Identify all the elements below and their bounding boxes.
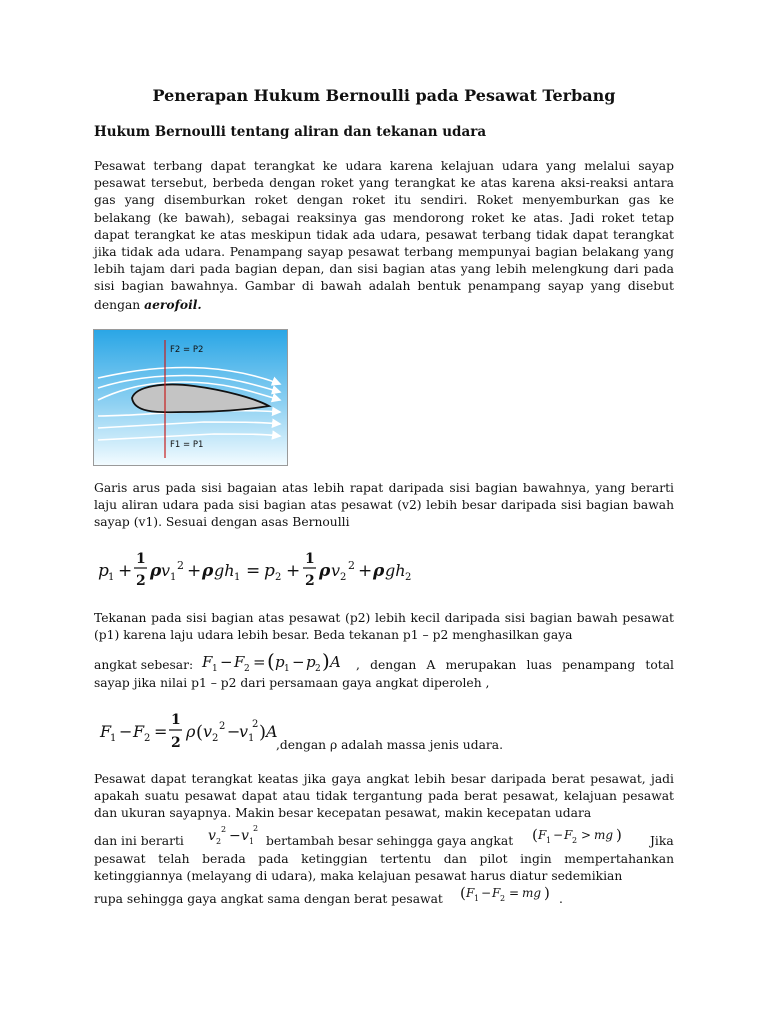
paragraph-pressure: Tekanan pada sisi bagian atas pesawat (p2) lebih kecil daripada sisi bagian bawah pesawat (p1) karena laju udara lebih besar. Beda tekanan p1 – p2 menghasilkan gaya xyxy=(94,611,674,643)
svg-text:F: F xyxy=(538,828,547,842)
inline-equation-equal xyxy=(460,882,560,906)
svg-text:1: 1 xyxy=(249,837,255,846)
svg-text:p: p xyxy=(98,561,109,581)
paragraph-intro xyxy=(94,158,674,314)
svg-text:2: 2 xyxy=(244,664,250,674)
svg-text:=: = xyxy=(509,886,520,900)
label-f2-p2: F2 = P2 xyxy=(170,345,204,355)
svg-text:=: = xyxy=(154,722,168,741)
svg-text:v: v xyxy=(161,561,171,580)
svg-text:(: ( xyxy=(267,649,275,673)
inline-equation-velocity xyxy=(206,822,268,848)
section-heading: Hukum Bernoulli tentang aliran dan tekanan udara xyxy=(94,124,487,140)
svg-text:v: v xyxy=(241,828,249,844)
inline-lift-suffix: , dengan A merupakan luas penampang total xyxy=(356,658,674,672)
svg-text:1: 1 xyxy=(108,572,115,583)
svg-text:−: − xyxy=(292,653,305,671)
svg-text:p: p xyxy=(306,653,316,671)
svg-text:ρ: ρ xyxy=(373,561,385,581)
svg-text:ρ: ρ xyxy=(202,561,214,581)
svg-text:−: − xyxy=(220,653,233,671)
svg-text:+: + xyxy=(286,561,301,581)
svg-text:2: 2 xyxy=(171,735,181,751)
svg-text:): ) xyxy=(259,722,267,743)
svg-text:A: A xyxy=(330,653,341,671)
svg-text:F: F xyxy=(492,886,501,900)
svg-text:1: 1 xyxy=(234,572,241,583)
svg-text:2: 2 xyxy=(340,572,347,583)
paragraph-intro-text: Pesawat terbang dapat terangkat ke udara karena kelajuan udara yang melalui sayap pesawat tersebut, berbeda dengan roket yang terangkat ke atas karena aksi-reaksi antara gas yang disemburkan roket dengan roket itu sendiri. Roket menyemburkan gas ke belakang (ke bawah), sebagai reaksinya gas mendorong roket ke atas. Jadi roket tetap dapat terangkat ke atas meskipun tidak ada udara, pesawat terbang tidak dapat terangkat jika tidak ada udara. Penampang sayap pesawat terbang mempunyai bagian belakang yang lebih tajam dari pada bagian depan, dan sisi bagian atas yang lebih melengkung dari pada sisi bagian bawahnya. Gambar di bawah adalah bentuk penampang sayap yang disebut dengan xyxy=(94,159,674,312)
svg-text:=: = xyxy=(246,561,261,581)
svg-text:F: F xyxy=(234,653,245,671)
svg-text:2: 2 xyxy=(405,572,412,583)
svg-text:2: 2 xyxy=(305,573,315,589)
svg-text:>: > xyxy=(581,828,592,842)
svg-text:): ) xyxy=(544,884,550,902)
document-title: Penerapan Hukum Bernoulli pada Pesawat Terbang xyxy=(152,86,616,105)
inline-equation-lift xyxy=(200,645,360,675)
svg-text:F: F xyxy=(100,722,112,741)
conclusion-line-b: bertambah besar sehingga gaya angkat xyxy=(266,834,514,848)
svg-text:v: v xyxy=(203,722,213,741)
svg-text:1: 1 xyxy=(110,733,117,744)
svg-text:1: 1 xyxy=(170,572,177,583)
svg-text:2: 2 xyxy=(216,837,222,846)
svg-text:2: 2 xyxy=(136,573,146,589)
conclusion-line-a: dan ini berarti xyxy=(94,834,184,848)
svg-text:1: 1 xyxy=(171,712,181,728)
paragraph-conclusion-cont: pesawat telah berada pada ketinggian tertentu dan pilot ingin mempertahankan ketinggiannya (melayang di udara), maka kelajuan pesawat harus diatur sedemikian xyxy=(94,852,674,884)
svg-text:F: F xyxy=(133,722,145,741)
svg-text:1: 1 xyxy=(248,733,255,744)
svg-text:−: − xyxy=(481,886,492,900)
svg-text:2: 2 xyxy=(315,664,321,674)
svg-text:v: v xyxy=(208,828,216,844)
svg-text:2: 2 xyxy=(177,559,184,572)
svg-text:+: + xyxy=(187,561,202,581)
svg-text:2: 2 xyxy=(500,894,506,903)
equation-bernoulli xyxy=(94,543,434,593)
equation-lift-note: ,dengan ρ adalah massa jenis udara. xyxy=(276,738,504,752)
svg-text:(: ( xyxy=(460,884,466,902)
svg-text:v: v xyxy=(331,561,341,580)
svg-text:ρ: ρ xyxy=(319,561,331,581)
svg-text:p: p xyxy=(275,653,285,671)
svg-text:): ) xyxy=(616,826,622,844)
svg-text:+: + xyxy=(358,561,373,581)
aerofoil-term: aerofoil. xyxy=(144,296,202,312)
svg-text:): ) xyxy=(322,649,330,673)
svg-text:ρ: ρ xyxy=(150,561,162,581)
conclusion-line-c: Jika xyxy=(650,834,674,848)
svg-text:F: F xyxy=(202,653,213,671)
svg-text:ρ: ρ xyxy=(186,722,196,741)
svg-text:A: A xyxy=(266,722,278,741)
label-f1-p1: F1 = P1 xyxy=(170,440,204,450)
svg-text:2: 2 xyxy=(144,733,151,744)
svg-text:=: = xyxy=(253,653,266,671)
svg-text:2: 2 xyxy=(252,719,259,730)
svg-text:2: 2 xyxy=(253,824,259,833)
conclusion-final-line: rupa sehingga gaya angkat sama dengan berat pesawat xyxy=(94,892,443,906)
svg-text:1: 1 xyxy=(305,551,315,567)
svg-text:mg: mg xyxy=(594,828,614,842)
svg-text:2: 2 xyxy=(572,836,578,845)
svg-text:F: F xyxy=(466,886,475,900)
svg-text:F: F xyxy=(564,828,573,842)
svg-text:1: 1 xyxy=(284,664,290,674)
svg-text:1: 1 xyxy=(212,664,218,674)
paragraph-conclusion: Pesawat dapat terangkat keatas jika gaya angkat lebih besar daripada berat pesawat, jadi apakah suatu pesawat dapat atau tidak tergantung pada berat pesawat, kelajuan pesawat dan ukuran sayapnya. Makin besar kecepatan pesawat, makin kecepatan udara xyxy=(94,772,674,821)
svg-text:(: ( xyxy=(532,826,538,844)
svg-text:gh: gh xyxy=(385,561,406,580)
svg-text:−: − xyxy=(229,828,241,844)
svg-text:(: ( xyxy=(196,722,204,743)
svg-text:2: 2 xyxy=(348,559,355,572)
svg-text:+: + xyxy=(118,561,133,581)
equation-lift xyxy=(98,707,278,755)
final-period: . xyxy=(559,892,563,906)
svg-text:2: 2 xyxy=(275,572,282,583)
paragraph-streamlines: Garis arus pada sisi bagaian atas lebih rapat daripada sisi bagian bawahnya, yang berarti laju aliran udara pada sisi bagian atas pesawat (v2) lebih besar daripada sisi bagian bawah sayap (v1). Sesuai dengan asas Bernoulli xyxy=(94,481,674,530)
svg-text:2: 2 xyxy=(219,721,226,732)
aerofoil-figure xyxy=(93,329,288,466)
paragraph-pressure-end: sayap jika nilai p1 – p2 dari persamaan gaya angkat diperoleh , xyxy=(94,676,490,690)
inline-equation-greater xyxy=(532,824,652,848)
svg-text:v: v xyxy=(239,722,249,741)
svg-text:p: p xyxy=(264,561,275,581)
svg-text:1: 1 xyxy=(474,894,480,903)
svg-text:2: 2 xyxy=(212,733,219,744)
svg-text:−: − xyxy=(553,828,564,842)
inline-lift-prefix: angkat sebesar: xyxy=(94,658,194,672)
svg-text:gh: gh xyxy=(214,561,235,580)
svg-text:mg: mg xyxy=(522,886,542,900)
svg-text:2: 2 xyxy=(221,825,227,834)
svg-text:1: 1 xyxy=(546,836,552,845)
svg-text:1: 1 xyxy=(136,551,146,567)
svg-text:−: − xyxy=(227,722,241,741)
svg-text:−: − xyxy=(119,722,133,741)
